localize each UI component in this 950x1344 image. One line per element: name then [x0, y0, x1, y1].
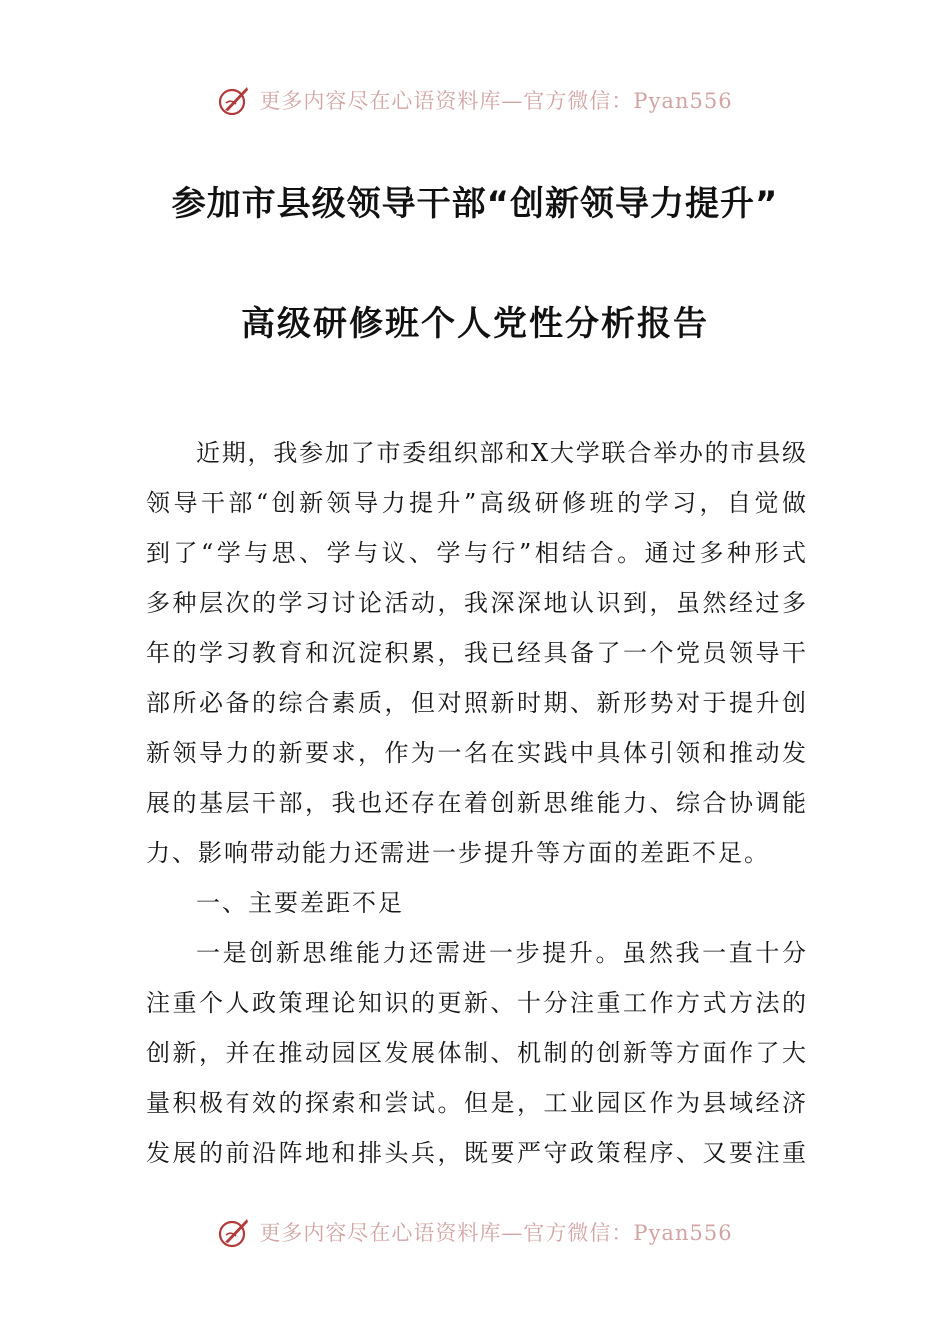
body-line: 注重个人政策理论知识的更新、十分注重工作方式方法的: [146, 989, 806, 1017]
document-title-line-1: 参加市县级领导干部“创新领导力提升”: [171, 184, 779, 224]
body-line: 多种层次的学习讨论活动，我深深地认识到，虽然经过多: [146, 589, 806, 617]
body-line: 年的学习教育和沉淀积累，我已经具备了一个党员领导干: [146, 639, 806, 667]
body-line: 力、影响带动能力还需进一步提升等方面的差距不足。: [146, 839, 770, 867]
watermark-banner-bottom: [0, 1212, 950, 1252]
body-line: 到了“学与思、学与议、学与行”相结合。通过多种形式: [146, 539, 806, 567]
document-body: [146, 428, 806, 1178]
body-line: 领导干部“创新领导力提升”高级研修班的学习，自觉做: [146, 489, 806, 517]
body-line: 量积极有效的探索和尝试。但是，工业园区作为县域经济: [146, 1089, 806, 1117]
body-line: 一是创新思维能力还需进一步提升。虽然我一直十分: [196, 939, 806, 967]
watermark-text: 更多内容尽在心语资料库—官方微信：Pyan556: [259, 1221, 733, 1245]
quill-pen-logo-icon: [217, 83, 251, 117]
quill-pen-logo-icon: [217, 1215, 251, 1249]
watermark-text: 更多内容尽在心语资料库—官方微信：Pyan556: [259, 89, 733, 113]
body-line: 部所必备的综合素质，但对照新时期、新形势对于提升创: [146, 689, 806, 717]
document-title-line-2: 高级研修班个人党性分析报告: [241, 304, 709, 344]
section-heading: 一、主要差距不足: [196, 889, 404, 917]
body-line: 新领导力的新要求，作为一名在实践中具体引领和推动发: [146, 739, 806, 767]
body-line: 发展的前沿阵地和排头兵，既要严守政策程序、又要注重: [146, 1139, 806, 1167]
watermark-banner-top: [0, 80, 950, 120]
body-line: 近期，我参加了市委组织部和X大学联合举办的市县级: [196, 439, 806, 467]
body-line: 创新，并在推动园区发展体制、机制的创新等方面作了大: [146, 1039, 806, 1067]
body-line: 展的基层干部，我也还存在着创新思维能力、综合协调能: [146, 789, 806, 817]
